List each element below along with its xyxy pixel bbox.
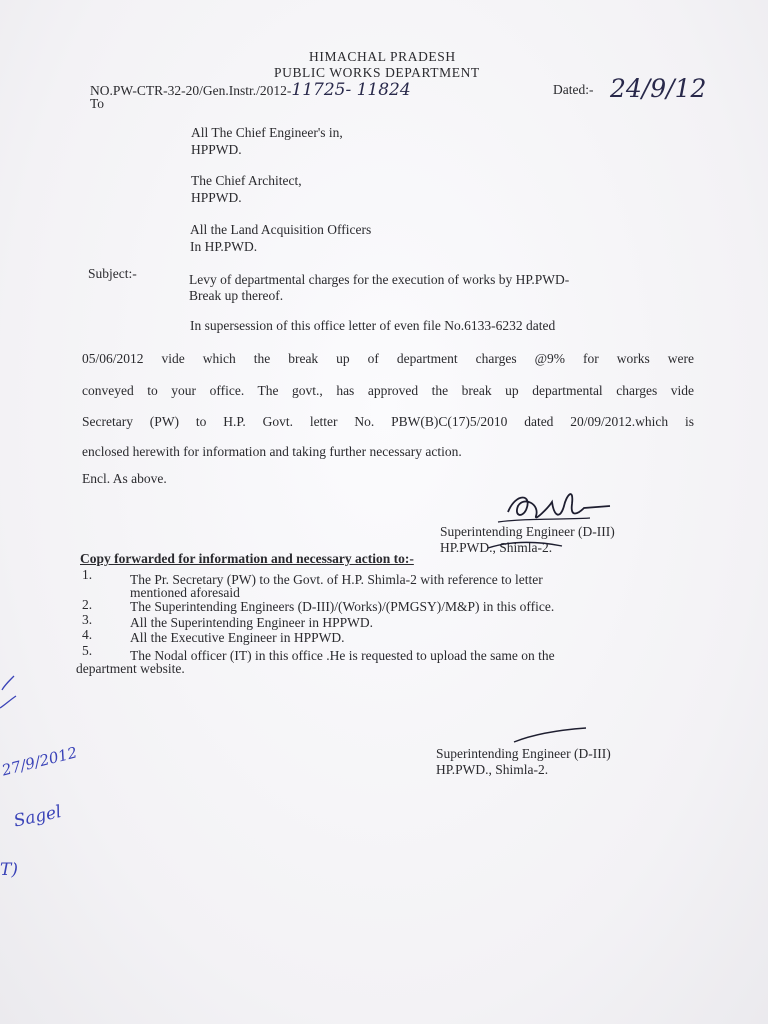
margin-ink-stroke	[0, 672, 20, 712]
body-line-1: In supersession of this office letter of even file No.6133-6232 dated	[190, 318, 556, 333]
signature-2-office: HP.PWD., Shimla-2.	[436, 762, 549, 777]
signature-1-office: HP.PWD., Shimla-2.	[440, 540, 553, 555]
subject-line1: Levy of departmental charges for the execution of works by HP.PWD-	[189, 272, 570, 287]
body-line-3: conveyed to your office. The govt., has approved the break up departmental charges vide	[82, 383, 694, 398]
signature-1-designation: Superintending Engineer (D-III)	[440, 524, 615, 539]
margin-note-name: Sagel	[12, 801, 64, 832]
subject-line2: Break up thereof.	[189, 288, 284, 303]
recipient-1-line2: HPPWD.	[191, 142, 242, 157]
body-line-2: 05/06/2012 vide which the break up of department charges @9% for works were	[82, 351, 694, 366]
copy-item-4-line1: All the Executive Engineer in HPPWD.	[130, 630, 345, 645]
subject-label: Subject:-	[88, 266, 137, 281]
copy-item-5-number: 5.	[82, 643, 93, 658]
recipient-2	[191, 172, 302, 206]
margin-note-mark: T)	[0, 860, 18, 880]
recipient-1-line1: All The Chief Engineer's in,	[191, 125, 343, 140]
signature-2-designation: Superintending Engineer (D-III)	[436, 746, 611, 761]
copy-item-2-number: 2.	[82, 597, 93, 612]
reference-number-handwritten: 11725- 11824	[291, 80, 411, 100]
copy-item-5-line1: The Nodal officer (IT) in this office .He is requested to upload the same on the	[130, 648, 555, 663]
recipient-3	[190, 221, 371, 255]
subject-text	[189, 272, 569, 304]
reference-number	[90, 80, 411, 100]
signature-2-scribble	[510, 726, 590, 746]
copy-item-4-number: 4.	[82, 627, 93, 642]
recipient-2-line1: The Chief Architect,	[191, 173, 302, 188]
to-label: To	[90, 96, 105, 111]
copy-item-1-line1: The Pr. Secretary (PW) to the Govt. of H.P. Shimla-2 with reference to letter	[130, 572, 543, 587]
signature-1-strike	[486, 538, 566, 552]
header-state: HIMACHAL PRADESH	[309, 49, 456, 64]
body-line-4: Secretary (PW) to H.P. Govt. letter No. PBW(B)C(17)5/2010 dated 20/09/2012.which is	[82, 414, 694, 429]
recipient-3-line1: All the Land Acquisition Officers	[190, 222, 372, 237]
recipient-1	[191, 124, 343, 158]
copy-item-1-line2: mentioned aforesaid	[130, 585, 240, 600]
reference-number-printed: NO.PW-CTR-32-20/Gen.Instr./2012-	[90, 83, 292, 98]
copy-forwarded-title: Copy forwarded for information and necessary action to:-	[80, 551, 414, 566]
recipient-3-line2: In HP.PWD.	[190, 239, 258, 254]
recipient-2-line2: HPPWD.	[191, 190, 242, 205]
copy-item-1-number: 1.	[82, 567, 93, 582]
body-line-5: enclosed herewith for information and taking further necessary action.	[82, 444, 462, 459]
copy-item-2-line1: The Superintending Engineers (D-III)/(Works)/(PMGSY)/M&P) in this office.	[130, 599, 555, 614]
copy-item-3-number: 3.	[82, 612, 93, 627]
dated-label: Dated:-	[553, 82, 594, 97]
header-department: PUBLIC WORKS DEPARTMENT	[274, 65, 480, 80]
copy-item-3-line1: All the Superintending Engineer in HPPWD.	[130, 615, 373, 630]
dated-handwritten: 24/9/12	[610, 74, 707, 103]
enclosure: Encl. As above.	[82, 471, 167, 486]
margin-note-date: 27/9/2012	[0, 743, 79, 780]
copy-item-5-line2: department website.	[76, 661, 185, 676]
dated-field	[553, 82, 593, 98]
